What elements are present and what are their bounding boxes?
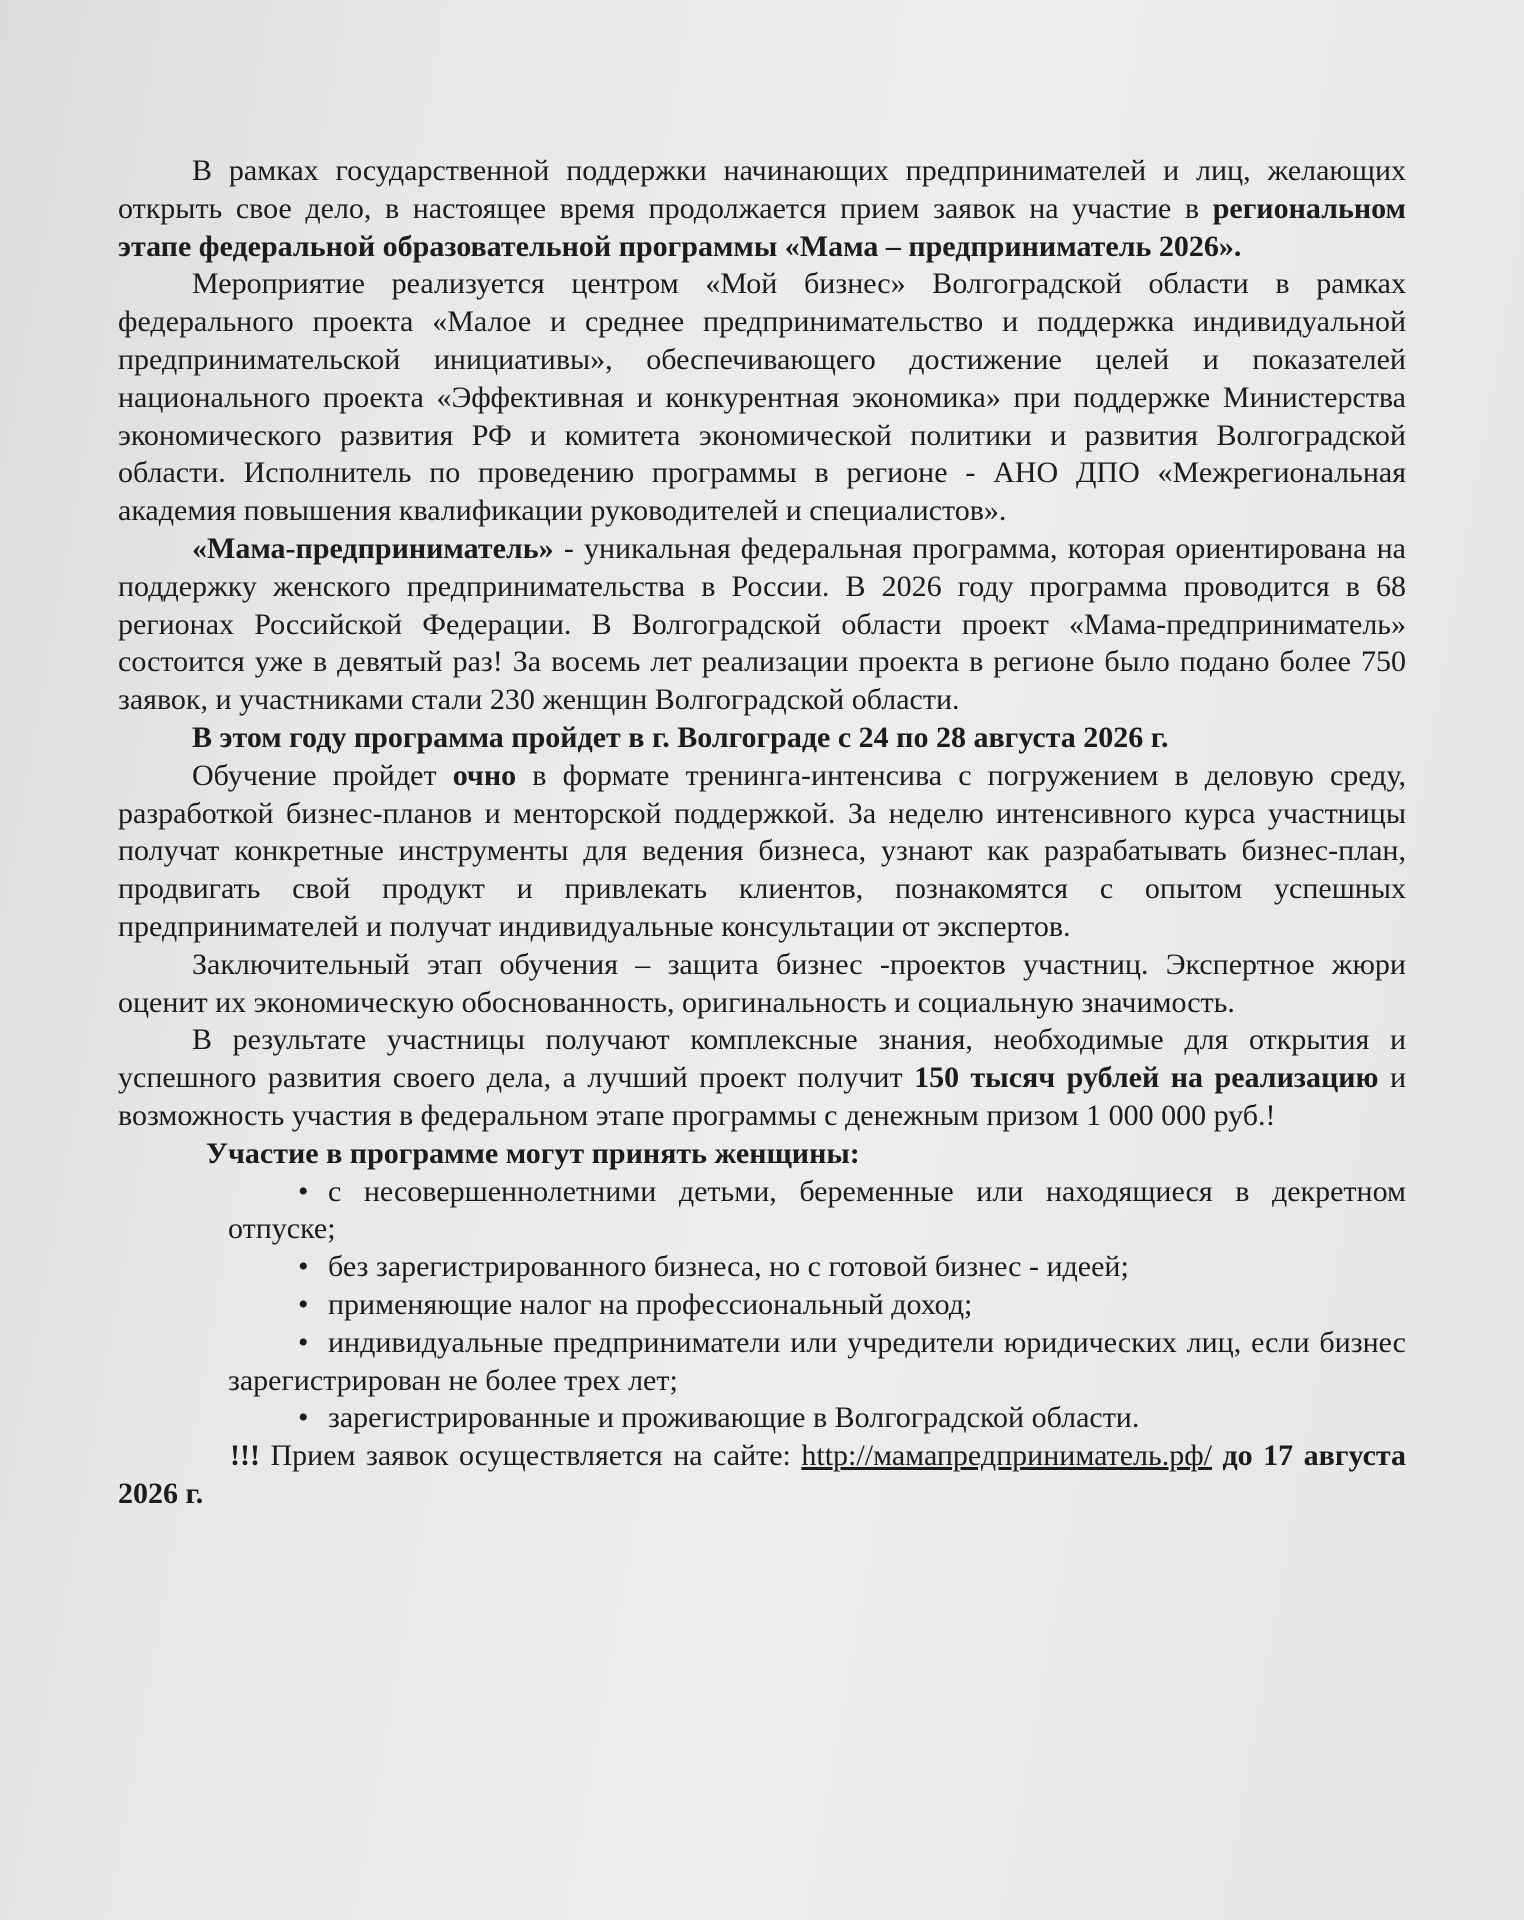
bullet-icon: • xyxy=(298,1287,309,1321)
eligibility-list xyxy=(118,1173,1406,1438)
bullet-icon: • xyxy=(298,1250,309,1284)
result-prize: 150 тысяч рублей на реализацию xyxy=(914,1061,1379,1095)
training-format: очно xyxy=(452,758,517,792)
list-item xyxy=(118,1173,1406,1249)
list-item-text: без зарегистрированного бизнеса, но с готовой бизнес - идеей; xyxy=(328,1250,1129,1284)
about-program-title: «Мама-предприниматель» xyxy=(192,531,554,565)
dates-text: В этом году программа пройдет в г. Волгограде с 24 по 28 августа 2026 г. xyxy=(192,720,1169,754)
result-paragraph xyxy=(118,1021,1406,1134)
training-text-end: в формате тренинга-интенсива с погружением в деловую среду, разработкой бизнес-планов и менторской поддержкой. За неделю интенсивного курса участницы получат конкретные инструменты для ведения бизнеса, узнают как разрабатывать бизнес-план, продвигать свой продукт и привлекать клиентов, познакомятся с опытом успешных предпринимателей и получат индивидуальные консультации от экспертов. xyxy=(118,758,1406,943)
result-text-end: и возможность участия в федеральном этапе программы с денежным призом 1 000 000 руб.! xyxy=(118,1061,1406,1132)
training-paragraph xyxy=(118,757,1406,946)
deadline-paragraph xyxy=(118,1437,1406,1513)
document-body xyxy=(118,152,1406,1513)
intro-paragraph xyxy=(118,152,1406,265)
training-text-start: Обучение пройдет xyxy=(192,758,453,792)
bullet-icon: • xyxy=(298,1401,309,1435)
deadline-text: Прием заявок осуществляется на сайте: xyxy=(259,1439,802,1473)
final-stage-paragraph xyxy=(118,946,1406,1022)
list-item xyxy=(118,1286,1406,1324)
list-item xyxy=(118,1324,1406,1400)
intro-program-name: региональном этапе федеральной образовательной программы «Мама – предприниматель 2026». xyxy=(118,191,1406,263)
list-item-text: индивидуальные предприниматели или учредители юридических лиц, если бизнес зарегистрирован не более трех лет; xyxy=(228,1325,1406,1397)
organizer-paragraph xyxy=(118,265,1406,530)
dates-paragraph xyxy=(118,719,1406,757)
deadline-exclamation: !!! xyxy=(230,1439,260,1473)
application-site-link[interactable]: http://мамапредприниматель.рф/ xyxy=(801,1439,1212,1473)
about-text: - уникальная федеральная программа, которая ориентирована на поддержку женского предпринимательства в России. В 2026 году программа проводится в 68 регионах Российской Федерации. В Волгоградской области проект «Мама-предприниматель» состоится уже в девятый раз! За восемь лет реализации проекта в регионе было подано более 750 заявок, и участниками стали 230 женщин Волгоградской области. xyxy=(118,531,1406,717)
about-paragraph xyxy=(118,530,1406,719)
list-item xyxy=(118,1248,1406,1286)
final-stage-text: Заключительный этап обучения – защита бизнес -проектов участниц. Экспертное жюри оценит их экономическую обоснованность, оригинальность и социальную значимость. xyxy=(118,947,1406,1019)
list-item-text: с несовершеннолетними детьми, беременные или находящиеся в декретном отпуске; xyxy=(228,1174,1406,1246)
bullet-icon: • xyxy=(298,1325,309,1359)
organizer-text: Мероприятие реализуется центром «Мой бизнес» Волгоградской области в рамках федерального проекта «Малое и среднее предпринимательство и поддержка индивидуальной предпринимательской инициативы», обеспечивающего достижение целей и показателей национального проекта «Эффективная и конкурентная экономика» при поддержке Министерства экономического развития РФ и комитета экономической политики и развития Волгоградской области. Исполнитель по проведению программы в регионе - АНО ДПО «Межрегиональная академия повышения квалификации руководителей и специалистов». xyxy=(118,267,1406,528)
bullet-icon: • xyxy=(298,1174,309,1208)
list-item-text: применяющие налог на профессиональный доход; xyxy=(328,1287,973,1321)
list-item-text: зарегистрированные и проживающие в Волгоградской области. xyxy=(328,1401,1140,1435)
intro-text: В рамках государственной поддержки начинающих предпринимателей и лиц, желающих открыть свое дело, в настоящее время продолжается прием заявок на участие в xyxy=(118,154,1406,225)
list-item xyxy=(118,1399,1406,1437)
eligibility-heading: Участие в программе могут принять женщины: xyxy=(206,1136,860,1170)
result-text-start: В результате участницы получают комплексные знания, необходимые для открытия и успешного развития своего дела, а лучший проект получит xyxy=(118,1023,1406,1095)
deadline-date: до 17 августа 2026 г. xyxy=(118,1439,1406,1510)
